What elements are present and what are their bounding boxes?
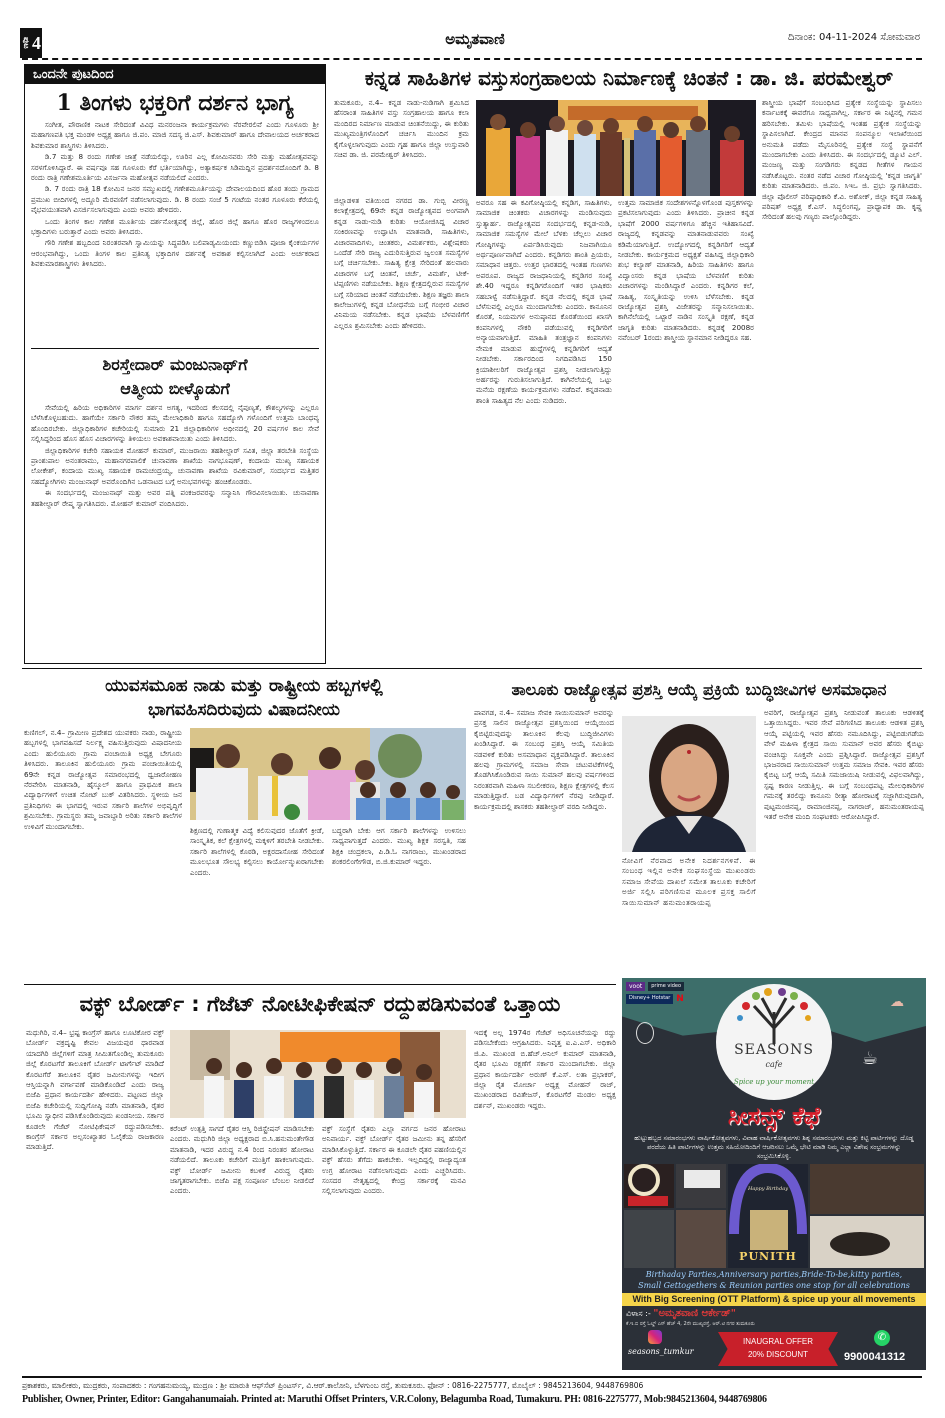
voot-logo: voot xyxy=(626,982,645,991)
paragraph: ಡಿ.7 ಮತ್ತು 8 ರಂದು ಗಣೇಶ ಜಾತ್ರೆ ನಡೆಯಲಿದ್ದು, ಊರಿನ ಎಲ್ಲ ಕೋಮಿನವರು ಸೇರಿ ಮತ್ತು ಮಹೋತ್ಸವವನ್ನು ಸರಳಗೊಳಿಸಿದ್ದಾರೆ. ಈ ವರ್ಷವೂ ಸಹ ಗೂಳೂರು ಕೆರೆ ಭರ್ತಿಯಾಗಿದ್ದು, ಅತ್ಯಾಕರ್ಷಕ ಸಿಡಿಮದ್ದಿನ ಪ್ರದರ್ಶನದೊಂದಿಗೆ ಡಿ. 8 ರಂದು ರಾತ್ರಿ ಗಣೇಶಮೂರ್ತಿಯ ವಿಸರ್ಜನಾ ಮಹೋತ್ಸವ ನಡೆಯಲಿದೆ ಎಂದರು. xyxy=(31,152,319,183)
ad-title: ಸೀಸನ್ಸ್ ಕೆಫೆ xyxy=(727,1102,821,1130)
award-caption-col: ನೋವಿಗೆ ನೆರವಾದ ಅನೇಕ ನಿದರ್ಶನಗಳಿವೆ. ಈ ಸಂಬಂಧ ಇಲ್ಲಿನ ಅನೇಕ ಸಂಘಸಂಸ್ಥೆಯ ಮುಖಂಡರು ಸಮಾಜ ಸೇವೆಯ ದಾಖಲೆ ಸಮೇತ ತಾಲೂಕು ಕಚೇರಿಗೆ ಅರ್ಜಿ ಸಲ್ಲಿಸಿ ಪರಿಗಣಿಸುವ ಮೂಲಕ ಪ್ರಸಕ್ತ ಸಾಲಿಗೆ ಸಾಯಿಸುಮಾನ್ ಹನುಮಂತರಾಯಪ್ಪ xyxy=(622,856,756,907)
paragraph: ಡಿ. 7 ರಂದು ರಾತ್ರಿ 18 ಕೋಮಿನ ಜನರ ಸಮ್ಮುಖದಲ್ಲಿ ಗಣೇಶಮೂರ್ತಿಯನ್ನು ದೇವಾಲಯದಿಂದ ಹೊರ ತಂದು ಗ್ರಾಮದ ಪ್ರಮುಖ ಬೀದಿಗಳಲ್ಲಿ ಅದ್ದೂರಿ ಮೆರವಣಿಗೆ ನಡೆಸಲಾಗುವುದು. ಡಿ. 8 ರಂದು ಸಂಜೆ 5 ಗಂಟೆಯ ನಂತರ ಗೂಳೂರು ಕೆರೆಯಲ್ಲಿ ವೈಭವಯುತವಾಗಿ ವಿಸರ್ಜಿಸಲಾಗುವುದು ಎಂದು ಅವರು ಹೇಳಿದರು. xyxy=(31,184,319,215)
museum-col1-bottom: ಜಿಲ್ಲಾಡಳಿತ ವತಿಯಿಂದ ನಗರದ ಡಾ. ಗುಬ್ಬಿ ವೀರಣ್ಣ ಕಲಾಕ್ಷೇತ್ರದಲ್ಲಿ 69ನೇ ಕನ್ನಡ ರಾಜ್ಯೋತ್ಸವದ ಅಂಗವಾಗಿ ಕನ್ನಡ ನಾಡು-ನುಡಿ ಕುರಿತು ಆಯೋಜಿಸಿದ್ದ ವಿಚಾರ ಸಂಕಿರಣವನ್ನು ಉದ್ಘಾಟಿಸಿ ಮಾತನಾಡಿ, ಸಾಹಿತಿಗಳು, ವಿಚಾರವಾದಿಗಳು, ಚಿಂತಕರು, ವಿಮರ್ಶಕರು, ವಿಶ್ಲೇಷಕರು ಒಂದೆಡೆ ಸೇರಿ ರಾಜ್ಯ ಎದುರಿಸುತ್ತಿರುವ ಜ್ವಲಂತ ಸಮಸ್ಯೆಗಳ ಬಗ್ಗೆ ಚರ್ಚಿಸಬೇಕು. ಸಾಹಿತ್ಯ ಕ್ಷೇತ್ರ ಸೇರಿದಂತೆ ಹಲವಾರು ವಿಚಾರಗಳ ಬಗ್ಗೆ ಚಿಂತನೆ, ಚರ್ಚೆ, ವಿಮರ್ಶೆ, ಟೀಕೆ-ಟಿಪ್ಪಣಿಗಳು ನಡೆಯಬೇಕು. ಶಿಕ್ಷಣ ಕ್ಷೇತ್ರದಲ್ಲಿರುವ ಸಮಸ್ಯೆಗಳ ಬಗ್ಗೆ ಸರಿಯಾದ ಚಿಂತನೆ ನಡೆಯಬೇಕು. ಶಿಕ್ಷಣ ತಜ್ಞರು ಶಾಲಾ ಕಾಲೇಜುಗಳಲ್ಲಿ ಕನ್ನಡ ಬೋಧನೆಯ ಬಗ್ಗೆ ಗಂಭೀರ ವಿಚಾರ ವಿನಿಮಯ ನಡೆಸಬೇಕು. ಕನ್ನಡ ಭಾಷೆಯ ಬೆಳವಣಿಗೆಗೆ ಎಲ್ಲರೂ ಶ್ರಮಿಸಬೇಕು ಎಂದು ಹೇಳಿದರು. xyxy=(334,196,469,330)
coffee-bean-icon xyxy=(636,1022,654,1044)
masthead xyxy=(20,18,930,58)
photo-sai-suman xyxy=(622,716,756,852)
headline-farewell-2: ಆತ್ಮೀಯ ಬೀಳ್ಕೊಡುಗೆ xyxy=(120,379,230,398)
headline-darshan: 1 ತಿಂಗಳು ಭಕ್ತರಿಗೆ ದರ್ಶನ ಭಾಗ್ಯ xyxy=(56,90,294,116)
page-prefix: ಪುಟ xyxy=(22,37,31,49)
banner-name: PUNITH xyxy=(739,1250,797,1263)
article-body xyxy=(25,120,325,344)
address-line: ಕೆ.ಇ.ಬಿ ರಸ್ತೆ ಓಲ್ಡ್ ಎಸ್ ಹೆಚ್ 4, 2ನೇ ಮುಖ್ಯರಸ್ತೆ, ಆರ್.ಟಿ ನಗರ ತುಮಕೂರು xyxy=(626,1321,755,1327)
article-front-continuation xyxy=(24,64,326,664)
headline-museum: ಕನ್ನಡ ಸಾಹಿತಿಗಳ ವಸ್ತುಸಂಗ್ರಹಾಲಯ ನಿರ್ಮಾಣಕ್ಕೆ ಚಿಂತನೆ : ಡಾ. ಜಿ. ಪರಮೇಶ್ವರ್ xyxy=(364,66,894,90)
whatsapp-icon: ✆ xyxy=(874,1330,890,1346)
seasons-cafe-ad xyxy=(622,978,926,1370)
paragraph: ಒಂದು ತಿಂಗಳ ಕಾಲ ಗಣೇಶ ಮೂರ್ತಿಯ ದರ್ಶನೋತ್ಸವಕ್ಕೆ ಜಿಲ್ಲೆ, ಹೊರ ಜಿಲ್ಲೆ ಹಾಗೂ ಹೊರ ರಾಜ್ಯಗಳಿಂದಲೂ ಭಕ್ತಾದಿಗಳು ಬರುತ್ತಾರೆ ಎಂದು ಅವರು ತಿಳಿಸಿದರು. xyxy=(31,216,319,237)
paragraph: ಸೇವೆಯಲ್ಲಿ ಹಿರಿಯ ಅಧಿಕಾರಿಗಳ ಮಾರ್ಗ ದರ್ಶನ ಅಗತ್ಯ, ಇದರಿಂದ ಕೆಲಸದಲ್ಲಿ ನೈಪುಣ್ಯತೆ, ಕೌಶಲ್ಯಗಳನ್ನು ಎಲ್ಲರೂ ಬೆಳೆಸಿಕೊಳ್ಳಬಹುದು. ಹಾಗೆಯೇ ಸರ್ಕಾರಿ ನೌಕರ ತಮ್ಮ ಮೇಲಾಧಿಕಾರಿ ಹಾಗೂ ಸಹದ್ಯೋಗಿ ಗಳೊಂದಿಗೆ ಉತ್ತಮ ಬಾಂಧವ್ಯ ಹೊಂದಿರಬೇಕು. ಜಿಲ್ಲಾಧಿಕಾರಿಗಳ ಕಚೇರಿಯಲ್ಲಿ ಸುಮಾರು 21 ಜಿಲ್ಲಾಧಿಕಾರಿಗಳ ಅಧೀನದಲ್ಲಿ 20 ವರ್ಷಗಳ ಕಾಲ ಸೇವೆ ಸಲ್ಲಿಸಿದ್ದರಿಂದ ಹೊಸ ಹೊಸ ವಿಚಾರಗಳನ್ನು ತಿಳಿಯಲು ಅವಕಾಶವಾಯಿತು ಎಂದು ತಿಳಿಸಿದರು. xyxy=(31,403,319,444)
museum-col3: ಉತ್ತಮ ಸಾಮಾಜಿಕ ಸಂದೇಶಗಳನ್ನೊಳಗೊಂಡ ಪುಸ್ತಕಗಳನ್ನು ಪ್ರಕಟಿಸಲಾಗುವುದು ಎಂದು ತಿಳಿಸಿದರು. ಪ್ರಾಚೀನ ಕನ್ನಡ ಭಾಷೆಗೆ 2000 ವರ್ಷಗಳಿಗೂ ಹೆಚ್ಚಿನ ಇತಿಹಾಸವಿದೆ. ರಾಜ್ಯದಲ್ಲಿ ಕನ್ನಡವನ್ನು ಮಾತನಾಡುವವರು ಸಂಖ್ಯೆ ಕಡಿಮೆಯಾಗುತ್ತಿದೆ. ಉದ್ಯೋಗದಲ್ಲಿ ಕನ್ನಡಿಗರಿಗೆ ಆದ್ಯತೆ ನೀಡಬೇಕು. ಕಾರ್ಯಕ್ರಮದ ಅಧ್ಯಕ್ಷತೆ ವಹಿಸಿದ್ದ ಜಿಲ್ಲಾಧಿಕಾರಿ ಶುಭ ಕಲ್ಯಾಣ್ ಮಾತನಾಡಿ, ಹಿರಿಯ ಸಾಹಿತಿಗಳು ಹಾಗೂ ವಿದ್ವಾಂಸರು ಕನ್ನಡ ಭಾಷೆಯ ಬೆಳವಣಿಗೆ ಕುರಿತು ವಿಚಾರಗಳನ್ನು ಮಂಡಿಸಿದ್ದಾರೆ ಎಂದರು. ಕನ್ನಡಿಗರ ಕಲೆ, ಸಾಹಿತ್ಯ, ಸಂಸ್ಕೃತಿಯನ್ನು ಉಳಿಸಿ ಬೆಳೆಸಬೇಕು. ಕನ್ನಡ ರಾಜ್ಯೋತ್ಸವ ಪ್ರಶಸ್ತಿ ವಿಜೇತರನ್ನು ಸನ್ಮಾನಿಸಲಾಯಿತು. ಕಾಗಿನೆಲೆಯಲ್ಲಿ ಒಟ್ಟಾರೆ ನಾಡಿನ ಸಂಸ್ಕೃತಿ ರಕ್ಷಣೆ, ಕನ್ನಡ ಜಾಗೃತಿ ಕುರಿತು ಮಾತನಾಡಿದರು. ಕನ್ನಡಕ್ಕೆ 2008ರ ನವೆಂಬರ್ 1ರಂದು ಶಾಸ್ತ್ರೀಯ ಸ್ಥಾನಮಾನ ನೀಡಿದ್ದರೂ ಸಹ. xyxy=(618,198,754,343)
section-kicker: ಒಂದನೇ ಪುಟದಿಂದ xyxy=(25,65,325,84)
seasons-logo xyxy=(716,984,832,1100)
instagram-handle: seasons_tumkur xyxy=(628,1347,694,1356)
waqf-col2: ಕರೆಂಟ್ ಉತ್ಪತ್ತಿ ಸಾಗದೆ ರೈತರ ಆಸ್ತಿ ರಿಜಿಸ್ಟ್ರೇಷನ್ ಮಾಡಿಸಬೇಕು ಎಂದರು. ಮಧುಗಿರಿ ಜಿಲ್ಲಾ ಅಧ್ಯಕ್ಷರಾದ ಬಿ.ಸಿ.ಹನುಮಂತೇಗೌಡ ಮಾತನಾಡಿ, ಇದರ ವಿರುದ್ಧ ನ.4 ರಿಂದ ನಿರಂತರ ಹೋರಾಟ ನಡೆಯಲಿದೆ. ತಾಲೂಕು ಕಚೇರಿಗೆ ಮುತ್ತಿಗೆ ಹಾಕಲಾಗುವುದು. ವಕ್ಫ್ ಬೋರ್ಡ್ ಜಮೀನು ಕಬಳಿಕೆ ವಿರುದ್ಧ ರೈತರು ಜಾಗೃತರಾಗಬೇಕು. ಬಿಜೆಪಿ ಪಕ್ಷ ಸಂಪೂರ್ಣ ಬೆಂಬಲ ನೀಡಲಿದೆ ಎಂದರು. xyxy=(170,1124,314,1196)
museum-col4: ಶಾಸ್ತ್ರೀಯ ಭಾಷೆಗೆ ಸಂಬಂಧಿಸಿದ ಪ್ರತ್ಯೇಕ ಸಂಸ್ಥೆಯನ್ನು ಸ್ಥಾಪಿಸಲು ಕರ್ನಾಟಕಕ್ಕೆ ಈವರೆಗೂ ಸಾಧ್ಯವಾಗಿಲ್ಲ. ಸರ್ಕಾರ ಈ ನಿಟ್ಟಿನಲ್ಲಿ ಗಮನ ಹರಿಸಬೇಕು. ತಮಿಳು ಭಾಷೆಯಲ್ಲಿ ಇಂತಹ ಪ್ರತ್ಯೇಕ ಸಂಸ್ಥೆಯನ್ನು ಸ್ಥಾಪಿಸಲಾಗಿದೆ. ಕೇಂದ್ರದ ಮಾನವ ಸಂಪನ್ಮೂಲ ಇಲಾಖೆಯಿಂದ ಅನುಮತಿ ಪಡೆದು ಮೈಸೂರಿನಲ್ಲಿ ಪ್ರತ್ಯೇಕ ಸಂಸ್ಥೆ ಸ್ಥಾಪನೆಗೆ ಮುಂದಾಗಬೇಕು ಎಂದು ತಿಳಿಸಿದರು. ಈ ಸಂದರ್ಭದಲ್ಲಿ ಡ್ಯೂಟಿ ಎಲ್. ಮಂಜಣ್ಣ ಮತ್ತು ಸಂಗಡಿಗರು ಕನ್ನಡದ ಗೀತೆಗಳ ಗಾಯನ ನಡೆಸಿಕೊಟ್ಟರು. ನಂತರ ನಡೆದ ವಿಚಾರ ಗೋಷ್ಠಿಯಲ್ಲಿ 'ಕನ್ನಡ ಜಾಗೃತಿ' ಕುರಿತು ಮಾತನಾಡಿದರು. ಜಿ.ಪಂ. ಸಿಇಒ ಜಿ. ಪ್ರಭು ಸ್ವಾಗತಿಸಿದರು. ಜಿಲ್ಲಾ ಪೊಲೀಸ್ ವರಿಷ್ಠಾಧಿಕಾರಿ ಕೆ.ವಿ. ಅಶೋಕ್, ಜಿಲ್ಲಾ ಕನ್ನಡ ಸಾಹಿತ್ಯ ಪರಿಷತ್ ಅಧ್ಯಕ್ಷ ಕೆ.ಎಸ್. ಸಿದ್ಧಲಿಂಗಪ್ಪ, ಪ್ರಾಧ್ಯಾಪಕ ಡಾ. ಕೃಷ್ಣ ಸೇರಿದಂತೆ ಹಲವು ಗಣ್ಯರು ಪಾಲ್ಗೊಂಡಿದ್ದರು. xyxy=(762,98,922,222)
address-label: ವಿಳಾಸ :- xyxy=(626,1309,651,1318)
paragraph: ಜಿಲ್ಲಾಧಿಕಾರಿಗಳ ಕಚೇರಿ ಸಹಾಯಕ ಮೋಹನ್ ಕುಮಾರ್, ಮುಜರಾಯಿ ತಹಶೀಲ್ದಾರ್ ಸವಿತ, ಜಿಲ್ಲಾ ತರಬೇತಿ ಸಂಸ್ಥೆಯ ಪ್ರಾಂಶುಪಾಲ ಅನಂತರಾಮು, ಮಹಾನಗರಪಾಲಿಕೆ ಚುನಾವಣಾ ಶಾಖೆಯ ನಾಗಭೂಷಣ್, ಕಂದಾಯ ಮುಖ್ಯ ಸಹಾಯಕ ಲೋಕೇಶ್, ಕಂದಾಯ ಮುಖ್ಯ ಸಹಾಯಕ ರಾಮಚಂದ್ರಯ್ಯ, ಚುನಾವಣಾ ಶಾಖೆಯ ರವಿಕುಮಾರ್, ಸಂದರ್ಭದ ಮತ್ತಿತರ ಸಹದ್ಯೋಗಿಗಳು ಮಂಜುನಾಥ್ ಅವರೊಂದಿಗಿನ ಒಡನಾಟದ ಬಗ್ಗೆ ಅನುಭವಗಳನ್ನು ಹಂಚಿಕೊಂಡರು. xyxy=(31,445,319,486)
netflix-logo: N xyxy=(676,994,684,1004)
youth-col1: ಕುಣಿಗಲ್, ನ.4– ಗ್ರಾಮೀಣ ಪ್ರದೇಶದ ಯುವಕರು ನಾಡು, ರಾಷ್ಟ್ರೀಯ ಹಬ್ಬಗಳಲ್ಲಿ ಭಾಗವಹಿಸದೆ ನಿರ್ಲಕ್ಷ್ಯ ವಹಿಸುತ್ತಿರುವುದು ವಿಷಾದನೀಯ ಎಂದು ಹುಲಿಯೂರು ಗ್ರಾಮ ಪಂಚಾಯಿತಿ ಅಧ್ಯಕ್ಷ ಬೇಗೂರು ತಿಳಿಸಿದರು. ತಾಲೂಕಿನ ಹುಲಿಯೂರು ಗ್ರಾಮ ಪಂಚಾಯಿತಿಯಲ್ಲಿ 69ನೇ ಕನ್ನಡ ರಾಜ್ಯೋತ್ಸವ ಸಮಾರಂಭದಲ್ಲಿ ಧ್ವಜಾರೋಹಣ ನೆರವೇರಿಸಿ ಮಾತನಾಡಿ, ಹೈಸ್ಕೂಲ್ ಹಾಗೂ ಪ್ರಾಥಮಿಕ ಶಾಲಾ ವಿದ್ಯಾರ್ಥಿಗಳಿಗೆ ಉಚಿತ ನೋಟ್ ಬುಕ್ ವಿತರಿಸಿದರು. ಸ್ಥಳೀಯ ಜನ ಪ್ರತಿನಿಧಿಗಳು ಈ ಭಾಗದಲ್ಲಿ ಇರುವ ಸರ್ಕಾರಿ ಶಾಲೆಗಳ ಅಭಿವೃದ್ಧಿಗೆ ಶ್ರಮಿಸಬೇಕು. ಗ್ರಾಮಸ್ಥರು ತಮ್ಮ ಜವಾಬ್ದಾರಿ ಅರಿತು ಸರ್ಕಾರಿ ಶಾಲೆಗಳ ಉಳಿವಿಗೆ ಮುಂದಾಗಬೇಕು. xyxy=(24,728,182,831)
logo-tagline: Spice up your moment xyxy=(733,1078,815,1086)
museum-col2: ಅವರೂ ಸಹ ಈ ಕವಿಗೋಷ್ಠಿಯಲ್ಲಿ ಕನ್ನಡಿಗ, ಸಾಹಿತಿಗಳು, ಸಾಮಾಜಿಕ ಚಿಂತಕರು ವಿಚಾರಗಳನ್ನು ಮಂಡಿಸುವುದು ಸ್ತುತ್ಯಾರ್ಹ. ರಾಜ್ಯೋತ್ಸವದ ಸಂದರ್ಭದಲ್ಲಿ ಕನ್ನಡ-ನುಡಿ, ಸಾಮಾಜಿಕ ಸಮಸ್ಯೆಗಳ ಮೇಲೆ ಬೆಳಕು ಚೆಲ್ಲಲು ವಿಚಾರ ಗೋಷ್ಠಿಗಳನ್ನು ಏರ್ಪಡಿಸಿರುವುದು ನಿಜವಾಗಿಯೂ ಅರ್ಥಪೂರ್ಣವಾಗಿದೆ ಎಂದರು. ಕನ್ನಡಿಗರು ಶಾಂತಿ ಪ್ರಿಯರು, ಸಮಾಧಾನ ಚಿತ್ತರು. ಉತ್ತರ ಭಾರತದಲ್ಲಿ ಇಂತಹ ಗುಣಗಳು ಅಪರೂಪ. ರಾಜ್ಯದ ರಾಜಧಾನಿಯಲ್ಲಿ ಕನ್ನಡಿಗರ ಸಂಖ್ಯೆ ಶೇ.40 ಇದ್ದರೂ ಕನ್ನಡಿಗರೊಂದಿಗೆ ಇತರ ಭಾಷಿಕರು ಸಹಬಾಳ್ವೆ ನಡೆಸುತ್ತಿದ್ದಾರೆ. ಕನ್ನಡ ನೆಲದಲ್ಲಿ ಕನ್ನಡ ಭಾಷೆ ಬೆಳೆಸುವಲ್ಲಿ ಎಲ್ಲರೂ ಮುಂದಾಗಬೇಕು ಎಂದರು. ಕಾನೂನಿನ ಕೊರತೆ, ನಿಯಮಗಳ ಅನುಷ್ಠಾನದ ಕೊರತೆಯಿಂದ ಖಾಸಗಿ ಕಂಪನಿಗಳಲ್ಲಿ ನೌಕರಿ ಪಡೆಯುವಲ್ಲಿ ಕನ್ನಡಿಗರಿಗೆ ಅನ್ಯಾಯವಾಗುತ್ತಿದೆ. ಮಾಹಿತಿ ತಂತ್ರಜ್ಞಾನ ಕಂಪನಿಗಳು ನೇಮಕ ಮಾಡುವ ಹುದ್ದೆಗಳಲ್ಲಿ ಕನ್ನಡಿಗರಿಗೆ ಆದ್ಯತೆ ನೀಡಬೇಕು. ಸರ್ಕಾರದಿಂದ ನಿಗದಿಪಡಿಸಿದ 150 ಕ್ರಿಯಾಶೀಲರಿಗೆ ರಾಜ್ಯೋತ್ಸವ ಪ್ರಶಸ್ತಿ ನೀಡಲಾಗುತ್ತಿದ್ದು ಅರ್ಹರನ್ನು ಗುರುತಿಸಲಾಗುತ್ತಿದೆ. ಕಾಗಿನೆಲೆಯಲ್ಲಿ ಒಟ್ಟು ಮನೆಯ ರಕ್ಷಣೆಯ ಕಾರ್ಯಕ್ರಮಗಳು ನಡೆದಿವೆ. ಕನ್ನಡನಾಡು ಶಾಂತಿ ಸಾಹಿತ್ಯದ ನೆಲ ಎಂದು ನುಡಿದರು. xyxy=(476,198,612,405)
address-name: "ಅಮೃತವಾಣಿ ಆರ್ಕೇಡ್" xyxy=(653,1308,736,1319)
address-row xyxy=(626,1308,736,1320)
paper-name: ಅಮೃತವಾಣಿ xyxy=(445,30,505,48)
prime-logo: prime video xyxy=(648,982,684,991)
ad-photo-collage xyxy=(624,1164,924,1268)
photo-lamp-lighting xyxy=(476,100,756,196)
coffee-cup-icon: ☕ xyxy=(862,1048,879,1069)
phone-number: 9900041312 xyxy=(844,1351,906,1363)
waqf-col4: ಇದಕ್ಕೆ ಅಲ್ಲ 1974ರ ಗೆಜೆಟ್ ಅಧಿಸೂಚನೆಯನ್ನು ರದ್ದು ಪಡಿಸಬೇಕೆಂದು ಆಗ್ರಹಿಸಿದರು. ನಿವೃತ್ತ ಐ.ಎ.ಎಸ್. ಅಧಿಕಾರಿ ಜಿ.ಪಿ. ಮುಖಂಡ ಬಿ.ಹೆಚ್.ಅನಿಲ್ ಕುಮಾರ್ ಮಾತನಾಡಿ, ರೈತರ ಭೂಮಿ ರಕ್ಷಣೆಗೆ ಸರ್ಕಾರ ಮುಂದಾಗಬೇಕು. ಜಿಲ್ಲಾ ಪ್ರಧಾನ ಕಾರ್ಯದರ್ಶಿ ಅರುಣ್ ಕೆ.ಎಸ್. ಲತಾ ಪ್ರಭಾಕರ್, ಜಿಲ್ಲಾ ರೈತ ಮೋರ್ಚಾ ಅಧ್ಯಕ್ಷ ಮೋಹನ್ ರಾಜ್, ಮುಖಂಡರಾದ ರವಿತೇಜಸ್, ಕೊರಟಗೆರೆ ಮಂಡಲ ಅಧ್ಯಕ್ಷ ದರ್ಶನ್, ಮುಖಂಡರು ಇದ್ದರು. xyxy=(474,1028,616,1110)
paragraph: ಈ ಸಂದರ್ಭದಲ್ಲಿ ಮಂಜುನಾಥ್ ಮತ್ತು ಅವರ ಪತ್ನಿ ಪಂಕಜರವರನ್ನು ಸನ್ಮಾನಿಸಿ ಗೌರವಿಸಲಾಯಿತು. ಚುನಾವಣಾ ತಹಶೀಲ್ದಾರ್ ರೇಷ್ಮ ಸ್ವಾಗತಿಸಿದರು. ಮೋಹನ್ ಕುಮಾರ್ ವಂದಿಸಿದರು. xyxy=(31,488,319,508)
section-divider xyxy=(24,984,616,985)
cloud-icon: ☁ xyxy=(890,994,904,1010)
balloon-text: Happy Birthday xyxy=(747,1186,789,1192)
headline-waqf: ವಕ್ಫ್ ಬೋರ್ಡ್ : ಗೆಜೆಟ್ ನೋಟೀಫಿಕೇಷನ್ ರದ್ದುಪಡಿಸುವಂತೆ ಒತ್ತಾಯ xyxy=(79,992,561,1016)
footer-rule xyxy=(22,1376,922,1378)
waqf-col1: ಮಧುಗಿರಿ, ನ.4– ಭ್ರಷ್ಟ ಕಾಂಗ್ರೆಸ್ ಹಾಗೂ ಲೂಟಿಕೋರ ವಕ್ಫ್ ಬೋರ್ಡ್ ವಕ್ರದೃಷ್ಟಿ ಕೇವಲ ವಿಜಯಪುರ ಧಾರವಾಡ ಯಾದಗಿರಿ ಜಿಲ್ಲೆಗಳಿಗೆ ಮಾತ್ರ ಸೀಮಿತಗೊಂಡಿಲ್ಲ ತುಮಕೂರು ಜಿಲ್ಲೆ ಕೊರಟಗೆರೆ ತಾಲೂಕಿಗೆ ಬೋರ್ಡ್ ಟಾರ್ಗೆಟ್ ಮಾಡಿದೆ ಕೊರಟಗೆರೆ ತಾಲೂಕಿನ ರೈತರ ಜಮೀನುಗಳನ್ನು ಇದೀಗ ಆಸ್ತಿಯನ್ನಾಗಿ ವರ್ಗಾವಣೆ ಮಾಡಿಕೊಂಡಿದೆ ಎಂದು ರಾಜ್ಯ ಬಿಜೆಪಿ ಪ್ರಧಾನ ಕಾರ್ಯದರ್ಶಿ ಹೇಳಿದರು. ಪಟ್ಟಣದ ಜಿಲ್ಲಾ ಬಿಜೆಪಿ ಕಚೇರಿಯಲ್ಲಿ ಸುದ್ದಿಗೋಷ್ಠಿ ನಡೆಸಿ ಮಾತನಾಡಿ, ರೈತರ ಭೂಮಿ ಸ್ವಾಧೀನ ಪಡಿಸಿಕೊಂಡಿರುವುದು ಖಂಡನೀಯ. ಸರ್ಕಾರ ಕೂಡಲೇ ಗೆಜೆಟ್ ನೋಟಿಫಿಕೇಷನ್ ರದ್ದುಪಡಿಸಬೇಕು. ಕಾಂಗ್ರೆಸ್ ಸರ್ಕಾರ ಅಲ್ಪಸಂಖ್ಯಾತರ ಓಲೈಕೆಯ ರಾಜಕಾರಣ ಮಾಡುತ್ತಿದೆ. xyxy=(26,1028,164,1152)
waqf-col3: ವಕ್ಫ್ ಸಂಸ್ಥೆಗೆ ರೈತರು ಎಲ್ಲಾ ವರ್ಗದ ಜನರ ಹೋರಾಟ ಅನಿವಾರ್ಯ. ವಕ್ಫ್ ಬೋರ್ಡ್ ರೈತರ ಜಮೀನು ತನ್ನ ಹೆಸರಿಗೆ ಮಾಡಿಸಿಕೊಳ್ಳುತ್ತಿದೆ. ಸರ್ಕಾರ ಈ ಕೂಡಲೇ ರೈತರ ಪಹಣಿಯಲ್ಲಿನ ವಕ್ಫ್ ಹೆಸರು ತೆಗೆದು ಹಾಕಬೇಕು. ಇಲ್ಲದಿದ್ದಲ್ಲಿ ರಾಜ್ಯಾದ್ಯಂತ ಉಗ್ರ ಹೋರಾಟ ನಡೆಸಲಾಗುವುದು ಎಂದು ಎಚ್ಚರಿಸಿದರು. ಸಂಸದರ ನೇತೃತ್ವದಲ್ಲಿ ಕೇಂದ್ರ ಸರ್ಕಾರಕ್ಕೆ ಮನವಿ ಸಲ್ಲಿಸಲಾಗುವುದು ಎಂದರು. xyxy=(322,1124,466,1196)
logo-sub: cafe xyxy=(765,1060,783,1069)
paragraph: ಗೌರಿ ಗಣೇಶ ಹಬ್ಬದಿಂದ ನಿರಂತರವಾಗಿ ಸ್ವಾಮಿಯನ್ನು ಸಿದ್ಧಪಡಿಸಿ ಬಲಿಪಾಡ್ಯಮಿಯಂದು ಕಣ್ಣುಬಿಡಿಸಿ ಪೂಜಾ ಕೈಂಕರ್ಯಗಳ ಆರಂಭವಾಗಿದ್ದು, ಒಂದು ತಿಂಗಳ ಕಾಲ ಪ್ರತಿನಿತ್ಯ ಭಕ್ತಾದಿಗಳ ದರ್ಶನಕ್ಕೆ ಅವಕಾಶ ಕಲ್ಪಿಸಲಾಗಿದೆ ಎಂದು ಅರ್ಚಕರಾದ ಶಿವಕುಮಾರಶಾಸ್ತ್ರಿಗಳು ತಿಳಿಸಿದರು. xyxy=(31,238,319,269)
photo-notebook-distribution xyxy=(190,728,466,820)
ad-description: ಹುಟ್ಟುಹಬ್ಬದ ಸಮಾರಂಭಗಳು ವಾರ್ಷಿಕೋತ್ಸವಗಳು, ವಿವಾಹ ವಾರ್ಷಿಕೋತ್ಸವಗಳು ಶಿಶ್ನ ಸಮಾರಂಭಗಳು ಮತ್ತು ಕಿಟ್ಟಿ ಪಾರ್ಟಿಗಳನ್ನು ದೊಡ್ಡ ಪರದೆಯ ಹಿತಿ ಪಾರ್ಟಿಗಳನ್ನು ಉತ್ತಮ ಸಹಿಯೋದಿಂದಿಗೆ ಆಚರಿಸಲು ಒಮ್ಮೆ ಭೇಟಿ ಮಾಡಿ ನಿಮ್ಮ ಎಲ್ಲಾ ವಿಶೇಷ ಸಂಭ್ರಮಗಳನ್ನು ಸಂಭ್ರಮಿಸಿಕೊಳ್ಳಿ. xyxy=(634,1134,914,1160)
headline-youth-1: ಯುವಸಮೂಹ ನಾಡು ಮತ್ತು ರಾಷ್ಟ್ರೀಯ ಹಬ್ಬಗಳಲ್ಲಿ xyxy=(105,676,383,696)
hotstar-logo: Disney+ Hotstar xyxy=(626,994,673,1004)
instagram-icon xyxy=(648,1330,662,1344)
section-divider xyxy=(22,668,922,669)
museum-col1-top: ತುಮಕೂರು, ನ.4– ಕನ್ನಡ ನಾಡು-ನುಡಿಗಾಗಿ ಶ್ರಮಿಸಿದ ಹೆಸರಾಂತ ಸಾಹಿತಿಗಳ ವಸ್ತು ಸಂಗ್ರಹಾಲಯ ಹಾಗೂ ಕಲಾ ಮಂದಿರದ ನಿರ್ಮಾಣ ಮಾಡುವ ಚಿಂತನೆಯಿದ್ದು, ಈ ಕುರಿತು ಮುಖ್ಯಮಂತ್ರಿಗಳೊಂದಿಗೆ ಚರ್ಚಿಸಿ ಮುಂದಿನ ಕ್ರಮ ಕೈಗೊಳ್ಳಲಾಗುವುದು ಎಂದು ಗೃಹ ಹಾಗೂ ಜಿಲ್ಲಾ ಉಸ್ತುವಾರಿ ಸಚಿವ ಡಾ. ಜಿ. ಪರಮೇಶ್ವರ್ ತಿಳಿಸಿದರು. xyxy=(334,98,469,160)
headline-youth-2: ಭಾಗವಹಿಸದಿರುವುದು ವಿಷಾದನೀಯ xyxy=(147,700,341,720)
logo-wordmark: SEASONS xyxy=(734,1042,814,1058)
page-number: 4 xyxy=(32,32,41,53)
award-col1: ಪಾವಗಡ, ನ.4– ಸಮಾಜ ಸೇವಕಿ ಸಾಯಿಸುಮಾನ್ ಅವರನ್ನು ಪ್ರಸಕ್ತ ಸಾಲಿನ ರಾಜ್ಯೋತ್ಸವ ಪ್ರಶಸ್ತಿಯಿಂದ ಆಯ್ಕೆಯಿಂದ ಕೈಬಿಟ್ಟಿರುವುದನ್ನು ತಾಲೂಕಿನ ಕೆಲವು ಬುದ್ಧಿಜೀವಿಗಳು ಖಂಡಿಸಿದ್ದಾರೆ. ಈ ಸಂಬಂಧ ಪ್ರಶಸ್ತಿ ಆಯ್ಕೆ ಸಮಿತಿಯ ನಡವಳಿಕೆ ಕುರಿತು ಅಸಮಾಧಾನ ವ್ಯಕ್ತಪಡಿಸಿದ್ದಾರೆ. ತಾಲೂಕಿನ ಹಲವು ಗ್ರಾಮಗಳಲ್ಲಿ ಸಮಾಜ ಸೇವಾ ಚಟುವಟಿಕೆಗಳಲ್ಲಿ ತೊಡಗಿಸಿಕೊಂಡಿರುವ ಸಾಯಿ ಸುಮಾನ್ ಹಲವು ವರ್ಷಗಳಿಂದ ನಿರಂತರವಾಗಿ ಮಹಿಳಾ ಸಬಲೀಕರಣ, ಶಿಕ್ಷಣ ಕ್ಷೇತ್ರಗಳಲ್ಲಿ ಕೆಲಸ ಮಾಡುತ್ತಿದ್ದಾರೆ. ಬಡ ವಿದ್ಯಾರ್ಥಿಗಳಿಗೆ ನೆರವು ನೀಡಿದ್ದಾರೆ. ಕಾರ್ಯಕ್ರಮದಲ್ಲಿ ಶಾಸಕರು ತಹಶೀಲ್ದಾರ್ ವರದಿ ನೀಡಿದ್ದರು. xyxy=(474,708,614,811)
headline-award: ತಾಲೂಕು ರಾಜ್ಯೋತ್ಸವ ಪ್ರಶಸ್ತಿ ಆಯ್ಕೆ ಪ್ರಕ್ರಿಯೆ ಬುದ್ಧಿಜೀವಿಗಳ ಅಸಮಾಧಾನ xyxy=(511,680,887,699)
footer-kannada: ಪ್ರಕಾಶಕರು, ಮಾಲೀಕರು, ಮುದ್ರಕರು, ಸಂಪಾದಕರು : ಗಂಗಹನುಮಯ್ಯ, ಮುದ್ರಣ : ಶ್ರೀ ಮಾರುತಿ ಆಫ್‌ಸೆಟ್ ಪ್ರಿಂಟರ್ಸ್, ವಿ.ಆರ್.ಕಾಲೋನಿ, ಬೆಳಗುಂಬ ರಸ್ತೆ, ತುಮಕೂರು. ಫೋನ್ : 0816-2275777, ಮೊಬೈಲ್ : 9845213604, 9448769806 xyxy=(22,1381,644,1390)
award-col3: ಅವರಿಗೆ, ರಾಜ್ಯೋತ್ಸವ ಪ್ರಶಸ್ತಿ ನೀಡುವಂತೆ ತಾಲೂಕು ಆಡಳಿತಕ್ಕೆ ಒತ್ತಾಯಿಸಿದ್ದರು. ಇವರ ಸೇವೆ ಪರಿಗಣಿಸಿದ ತಾಲೂಕು ಆಡಳಿತ ಪ್ರಶಸ್ತಿ ಆಯ್ಕೆ ಪಟ್ಟಿಯಲ್ಲಿ ಇವರ ಹೆಸರು ನಮೂದಿಸಿದ್ದು, ಪಟ್ಟಿಬಿಡುಗಡೆಯ ವೇಳೆ ಮಹಿಳಾ ಕ್ಷೇತ್ರದ ಸಾಯಿ ಸುಮಾನ್ ಅವರ ಹೆಸರು ಕೈಬಿಟ್ಟು ವಂಚಿಸಿದ್ದು ಸೂಕ್ತವೇ ಎಂದು ಪ್ರಶ್ನಿಸಿದ್ದಾರೆ. ರಾಜ್ಯೋತ್ಸವ ಪ್ರಶಸ್ತಿಗೆ ಭಾಜನರಾದ ಸಾಯಿಸುಮಾನ್ ಉತ್ತಮ ಸಮಾಜ ಸೇವಕಿ. ಇವರ ಹೆಸರು ಕೈಬಿಟ್ಟ ಬಗ್ಗೆ ಆಯ್ಕೆ ಸಮಿತಿ ಸಮಜಾಯಿಷಿ ನೀಡುವಲ್ಲಿ ವಿಫಲವಾಗಿದ್ದು, ಸ್ಪಷ್ಟ ಕಾರಣ ನೀಡುತ್ತಿಲ್ಲ. ಈ ಬಗ್ಗೆ ಸಂಬಂಧಪಟ್ಟ ಮೇಲಧಿಕಾರಿಗಳ ಗಮನಕ್ಕೆ ತರಲಿದ್ದು ಕಾನೂನು ರೀತ್ಯಾ ಹೋರಾಟಕ್ಕೆ ಸಜ್ಜಾಗಿರುವುದಾಗಿ, ಪುಟ್ಟಮಂಜಿನಪ್ಪ, ರಾಮಾಂಜಿನಪ್ಪ, ನಾಗರಾಜ್, ಹನುಮಂತರಾಯಪ್ಪ ಇತರೆ ಅನೇಕ ಮಂದಿ ಸಂಘಟಕರು ಆರೋಪಿಸಿದ್ದಾರೆ. xyxy=(764,708,924,822)
article-body-farewell xyxy=(25,401,325,641)
offer-line-2: 20% DISCOUNT xyxy=(747,1350,808,1359)
offer-line-1: INAUGRAL OFFER xyxy=(743,1337,813,1346)
footer-english: Publisher, Owner, Printer, Editor: Gangahanumaiah. Printed at: Maruthi Offset Printers, V.R.Colony, Belagumba Road, Tumakuru. PH: 0816-2275777, Mob:9845213604, 9448769806 xyxy=(22,1394,767,1405)
youth-col3: ಬದ್ಧರಾಗಿ ಬೇಕು ಆಗ ಸರ್ಕಾರಿ ಶಾಲೆಗಳನ್ನು ಉಳಿಸಲು ಸಾಧ್ಯವಾಗುತ್ತದೆ ಎಂದರು. ಮುಖ್ಯ ಶಿಕ್ಷಕ ಸರಸ್ವತಿ, ಸಹ ಶಿಕ್ಷಕಿ ಚಂದ್ರಕಲಾ, ಪಿ.ಡಿ.ಓ ನಾಗರಾಜು, ಮುಖಂಡರಾದ ಶಂಕರಲಿಂಗೇಗೌಡ, ಬಿ.ಜಿ.ಕುಮಾರ್ ಇದ್ದರು. xyxy=(332,826,466,867)
headline-farewell-1: ಶಿರಸ್ತೇದಾರ್ ಮಂಜುನಾಥ್‌ಗೆ xyxy=(102,355,248,374)
masthead-rule xyxy=(22,58,922,60)
events-line-1: Birthaday Parties,Anniversary parties,Bride-To-be,kitty parties, xyxy=(645,1270,903,1279)
dateline: ದಿನಾಂಕ: 04-11-2024 ಸೋಮವಾರ xyxy=(787,32,920,43)
screening-banner: With Big Screening (OTT Platform) & spice up your all movements xyxy=(622,1293,926,1306)
events-line-2: Small Gettogethers & Reunion parties one stop for all celebrations xyxy=(638,1281,910,1290)
streaming-logos xyxy=(626,982,686,1004)
photo-press-meet xyxy=(170,1030,466,1118)
youth-col2: ಶಿಕ್ಷಣದಲ್ಲಿ ಗುಣಾತ್ಮಕ ವಿದ್ಯೆ ಕಲಿಸುವುದರ ಜೊತೆಗೆ ಕ್ರೀಡೆ, ಸಾಂಸ್ಕೃತಿಕ, ಕಲೆ ಕ್ಷೇತ್ರಗಳಲ್ಲಿ ಮಕ್ಕಳಿಗೆ ತರಬೇತಿ ನೀಡಬೇಕು. ಸರ್ಕಾರಿ ಶಾಲೆಗಳಲ್ಲಿ ಕೊಠಡಿ, ಅಕ್ಷರದಾಸೋಹ ಸೇರಿದಂತೆ ಮೂಲಭೂತ ಸೌಲಭ್ಯ ಕಲ್ಪಿಸಲು ಕಾರ್ಯೋನ್ಮುಖರಾಗಬೇಕು ಎಂದರು. xyxy=(190,826,324,877)
paragraph: ಸಂಗೀತ, ಪೌರಾಣಿಕ ನಾಟಕ ಸೇರಿದಂತೆ ವಿವಿಧ ಮನರಂಜನಾ ಕಾರ್ಯಕ್ರಮಗಳು ನೆರವೇರಲಿವೆ ಎಂದು ಗೂಳೂರು ಶ್ರೀ ಮಹಾಗಣಪತಿ ಭಕ್ತ ಮಂಡಳಿ ಅಧ್ಯಕ್ಷ ಹಾಗೂ ಜಿ.ಪಂ. ಮಾಜಿ ಸದಸ್ಯ ಜಿ.ಎಸ್. ಶಿವಕುಮಾರ್ ಹಾಗೂ ದೇವಾಲಯದ ಅರ್ಚಕರಾದ ಶಿವಕುಮಾರ ಶಾಸ್ತ್ರಿಗಳು ತಿಳಿಸಿದರು. xyxy=(31,120,319,150)
